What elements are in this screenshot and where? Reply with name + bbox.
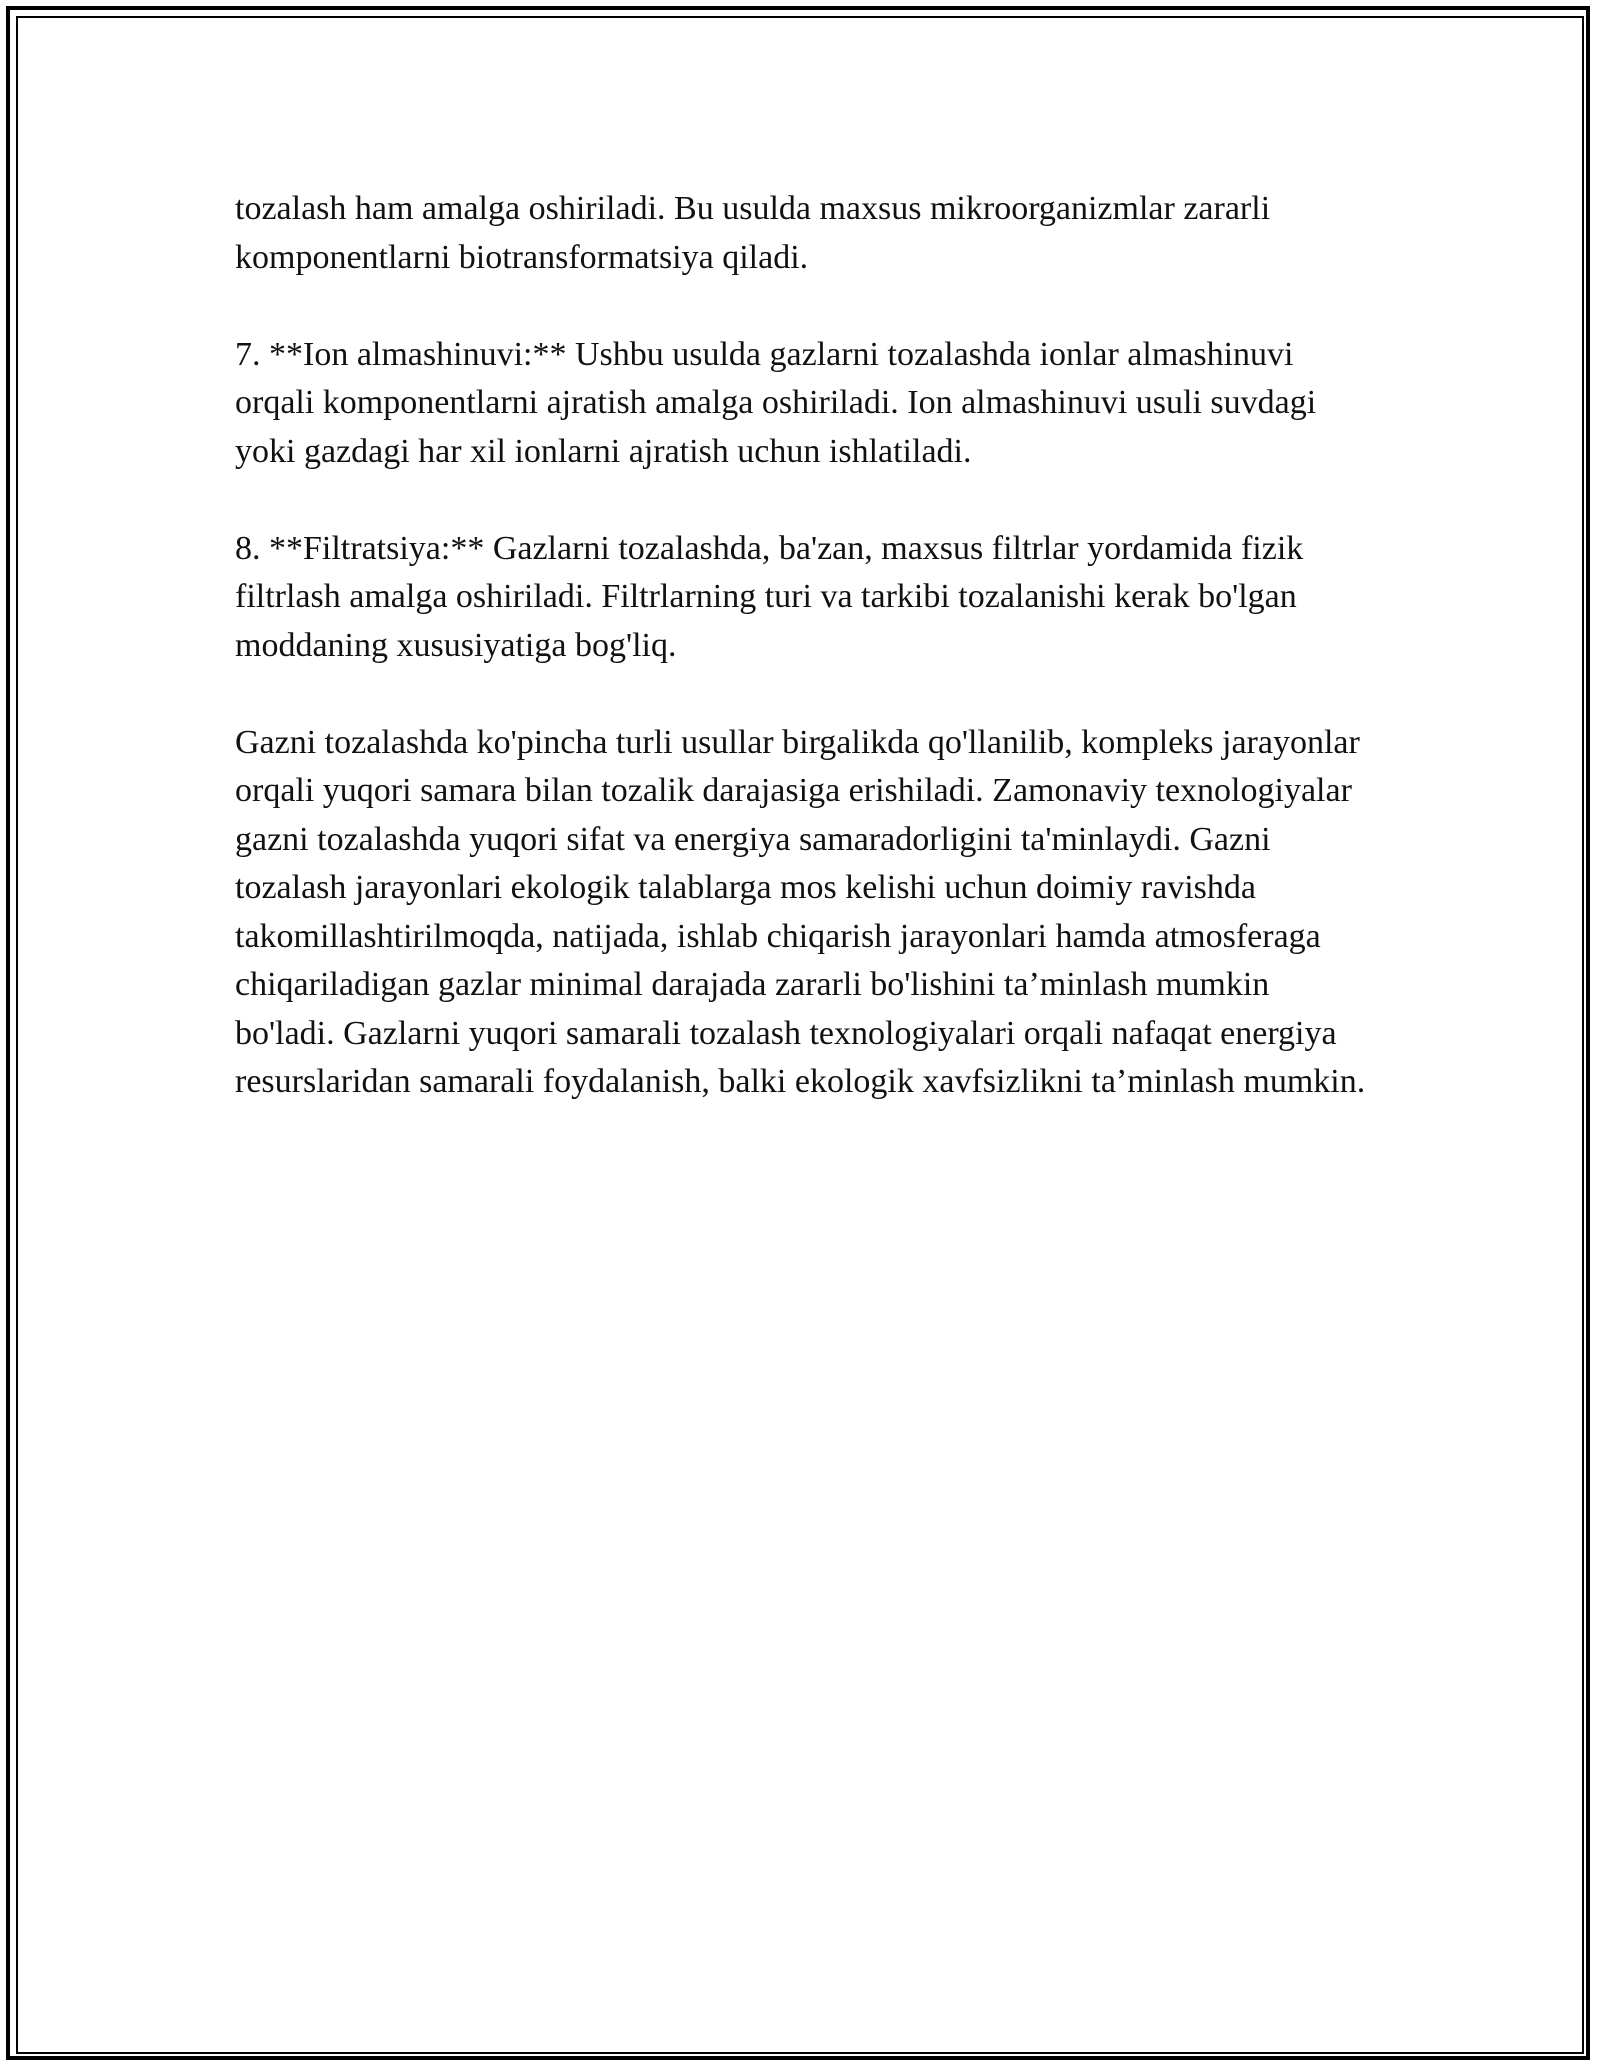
paragraph-filtration: 8. **Filtratsiya:** Gazlarni tozalashda, ba'zan, maxsus filtrlar yordamida fizik filtrlash amalga oshiriladi. Filtrlarning turi va tarkibi tozalanishi kerak bo'lgan moddaning xususiyatiga bog'liq. xyxy=(235,529,1304,664)
document-body xyxy=(235,185,1375,1155)
paragraph-ion-exchange: 7. **Ion almashinuvi:** Ushbu usulda gazlarni tozalashda ionlar almashinuvi orqali komponentlarni ajratish amalga oshiriladi. Ion almashinuvi usuli suvdagi yoki gazdagi har xil ionlarni ajratish uchun ishlatiladi. xyxy=(235,335,1317,470)
paragraph-biological-cleaning: tozalash ham amalga oshiriladi. Bu usulda maxsus mikroorganizmlar zararli komponentlarni biotransformatsiya qiladi. xyxy=(235,190,1271,276)
paragraph-conclusion: Gazni tozalashda ko'pincha turli usullar birgalikda qo'llanilib, kompleks jarayonlar orqali yuqori samara bilan tozalik darajasiga erishiladi. Zamonaviy texnologiyalar gazni tozalashda yuqori sifat va energiya samaradorligini ta'minlaydi. Gazni tozalash jarayonlari ekologik talablarga mos kelishi uchun doimiy ravishda takomillashtirilmoqda, natijada, ishlab chiqarish jarayonlari hamda atmosferaga chiqariladigan gazlar minimal darajada zararli bo'lishini ta’minlash mumkin bo'ladi. Gazlarni yuqori samarali tozalash texnologiyalari orqali nafaqat energiya resurslaridan samarali foydalanish, balki ekologik xavfsizlikni ta’minlash mumkin. xyxy=(235,723,1366,1100)
